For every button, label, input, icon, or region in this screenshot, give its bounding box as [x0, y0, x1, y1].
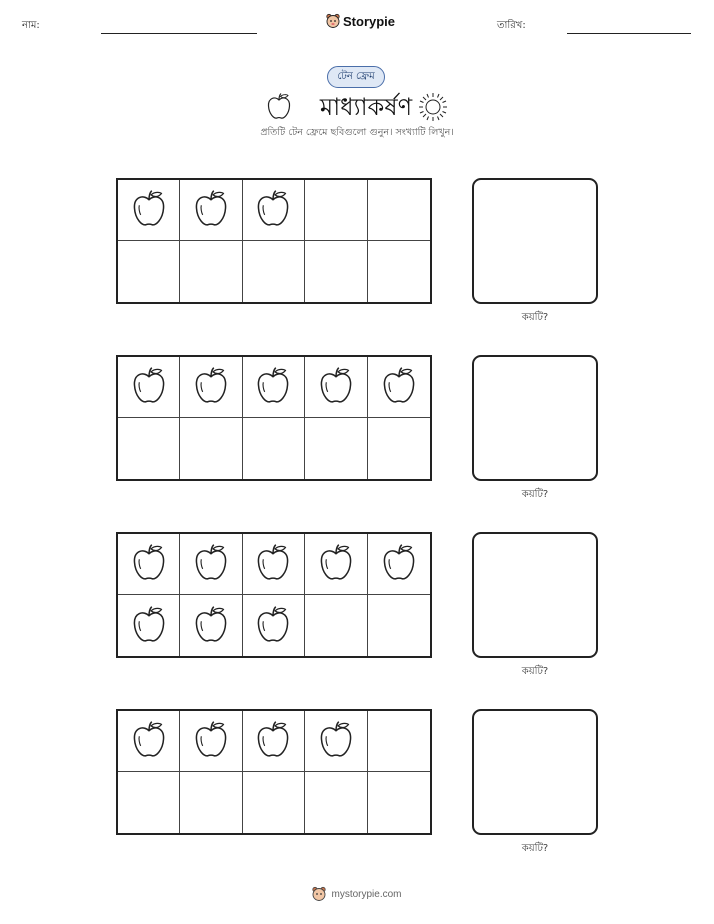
name-field-line[interactable]	[101, 33, 257, 34]
name-label: নাম:	[22, 20, 40, 31]
apple-icon	[131, 188, 167, 232]
topic-pill: টেন ফ্রেম	[327, 66, 385, 88]
frame-cell	[305, 418, 367, 479]
frame-cell	[305, 772, 367, 833]
frame-cell	[118, 772, 180, 833]
frame-cell	[243, 534, 305, 595]
frame-cell	[368, 595, 430, 656]
ten-frame	[116, 355, 432, 481]
apple-icon	[255, 604, 291, 648]
frame-cell	[118, 357, 180, 418]
footer-site[interactable]: mystorypie.com	[331, 888, 402, 900]
answer-box[interactable]	[472, 532, 598, 658]
footer	[0, 886, 714, 902]
instructions: প্রতিটি টেন ফ্রেমে ছবিগুলো গুনুন। সংখ্যাটি লিখুন।	[260, 127, 454, 138]
frame-cell	[118, 534, 180, 595]
frame-cell	[118, 711, 180, 772]
frame-cell	[180, 772, 242, 833]
frame-cell	[243, 595, 305, 656]
answer-prompt: কয়টি?	[521, 489, 549, 500]
answer-box[interactable]	[472, 178, 598, 304]
frame-cell	[180, 418, 242, 479]
frame-cell	[305, 180, 367, 241]
apple-icon	[318, 719, 354, 763]
apple-icon	[381, 542, 417, 586]
frame-cell	[243, 418, 305, 479]
storypie-mascot-icon	[312, 886, 326, 902]
ten-frame	[116, 709, 432, 835]
frame-cell	[243, 180, 305, 241]
frame-cell	[305, 534, 367, 595]
apple-icon	[255, 188, 291, 232]
frame-cell	[368, 241, 430, 302]
frame-cell	[180, 534, 242, 595]
apple-icon	[255, 719, 291, 763]
apple-icon	[193, 542, 229, 586]
frame-cell	[243, 357, 305, 418]
apple-icon	[266, 92, 292, 120]
apple-icon	[131, 719, 167, 763]
answer-box[interactable]	[472, 709, 598, 835]
ten-frame	[116, 532, 432, 658]
page-title: মাধ্যাকর্ষণ	[319, 93, 413, 121]
frame-cell	[368, 772, 430, 833]
apple-icon	[131, 365, 167, 409]
answer-prompt: কয়টি?	[521, 843, 549, 854]
frame-cell	[368, 711, 430, 772]
frame-cell	[243, 772, 305, 833]
storypie-mascot-icon	[326, 13, 340, 29]
brand-name: Storypie	[343, 13, 396, 29]
frame-cell	[118, 418, 180, 479]
frame-cell	[305, 241, 367, 302]
frame-cell	[180, 180, 242, 241]
answer-prompt: কয়টি?	[521, 666, 549, 677]
apple-icon	[255, 365, 291, 409]
frame-cell	[180, 595, 242, 656]
apple-icon	[131, 542, 167, 586]
ten-frame	[116, 178, 432, 304]
apple-icon	[255, 542, 291, 586]
apple-icon	[381, 365, 417, 409]
frame-cell	[180, 241, 242, 302]
brand-logo	[326, 13, 395, 29]
apple-icon	[193, 604, 229, 648]
date-label: তারিখ:	[497, 20, 526, 31]
frame-cell	[118, 595, 180, 656]
apple-icon	[131, 604, 167, 648]
answer-prompt: কয়টি?	[521, 312, 549, 323]
frame-cell	[118, 180, 180, 241]
sun-icon	[418, 92, 448, 122]
frame-cell	[243, 241, 305, 302]
apple-icon	[318, 542, 354, 586]
frame-cell	[180, 711, 242, 772]
frame-cell	[368, 180, 430, 241]
frame-cell	[305, 595, 367, 656]
frame-cell	[368, 357, 430, 418]
answer-box[interactable]	[472, 355, 598, 481]
apple-icon	[193, 188, 229, 232]
frame-cell	[118, 241, 180, 302]
frame-cell	[305, 711, 367, 772]
apple-icon	[193, 365, 229, 409]
apple-icon	[318, 365, 354, 409]
frame-cell	[305, 357, 367, 418]
frame-cell	[243, 711, 305, 772]
frame-cell	[368, 418, 430, 479]
frame-cell	[368, 534, 430, 595]
frame-cell	[180, 357, 242, 418]
apple-icon	[193, 719, 229, 763]
date-field-line[interactable]	[567, 33, 691, 34]
